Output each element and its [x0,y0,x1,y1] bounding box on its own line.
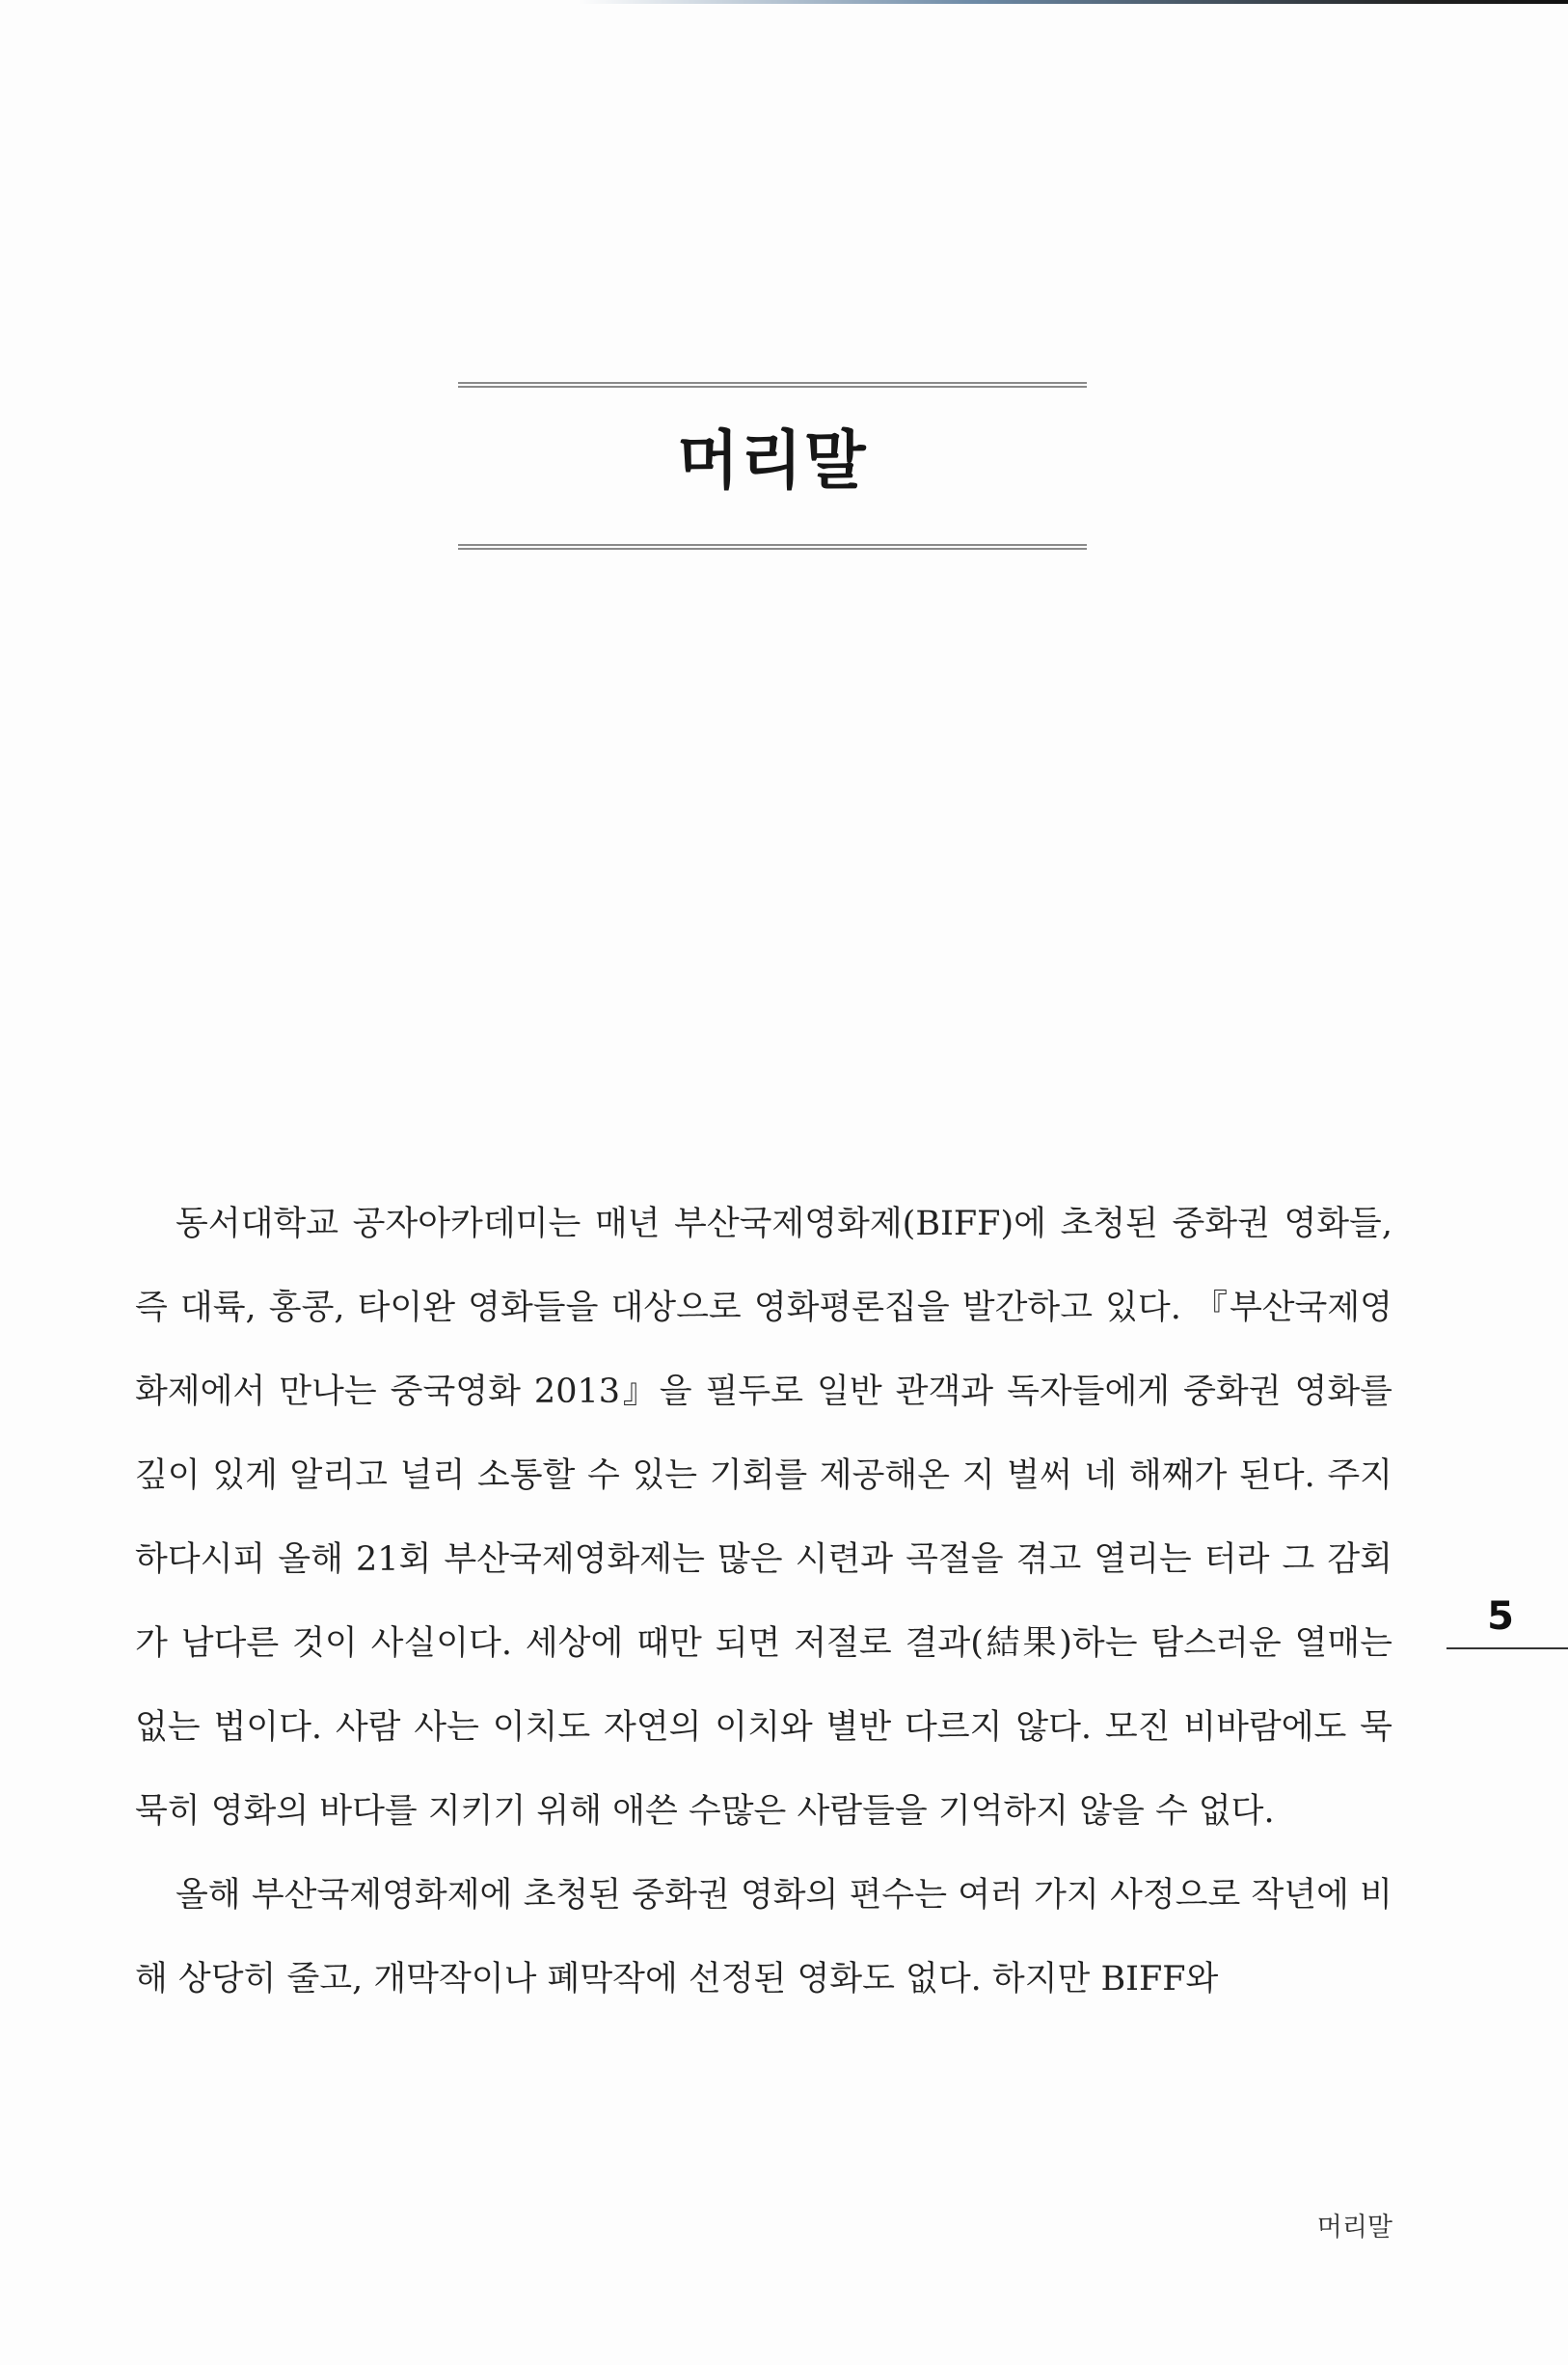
paragraph: 올해 부산국제영화제에 초청된 중화권 영화의 편수는 여러 가지 사정으로 작년에 비해 상당히 줄고, 개막작이나 폐막작에 선정된 영화도 없다. 하지만 BIFF와 [135,1876,1392,1998]
paragraph: 동서대학교 공자아카데미는 매년 부산국제영화제(BIFF)에 초청된 중화권 영화들, 즉 대륙, 홍콩, 타이완 영화들을 대상으로 영화평론집을 발간하고 있다. 『부산국제영화제에서 만나는 중국영화 2013』을 필두로 일반 관객과 독자들에게 중화권 영화를 깊이 있게 알리고 널리 소통할 수 있는 기회를 제공해온 지 벌써 네 해째가 된다. 주지하다시피 올해 21회 부산국제영화제는 많은 시련과 곡절을 겪고 열리는 터라 그 감회가 남다른 것이 사실이다. 세상에 때만 되면 저절로 결과(結果)하는 탐스러운 열매는 없는 법이다. 사람 사는 이치도 자연의 이치와 별반 다르지 않다. 모진 비바람에도 묵묵히 영화의 바다를 지키기 위해 애쓴 수많은 사람들을 기억하지 않을 수 없다. [135,1205,1392,1831]
title-top-rule [458,382,1087,388]
title-bottom-rule [458,544,1087,550]
body-text [135,1182,1392,2022]
page-title: 머리말 [677,423,868,498]
page-number: 5 [1487,1594,1514,1639]
page-number-rule [1446,1647,1568,1649]
scan-top-edge [579,0,1568,4]
running-footer: 머리말 [1316,2213,1392,2243]
